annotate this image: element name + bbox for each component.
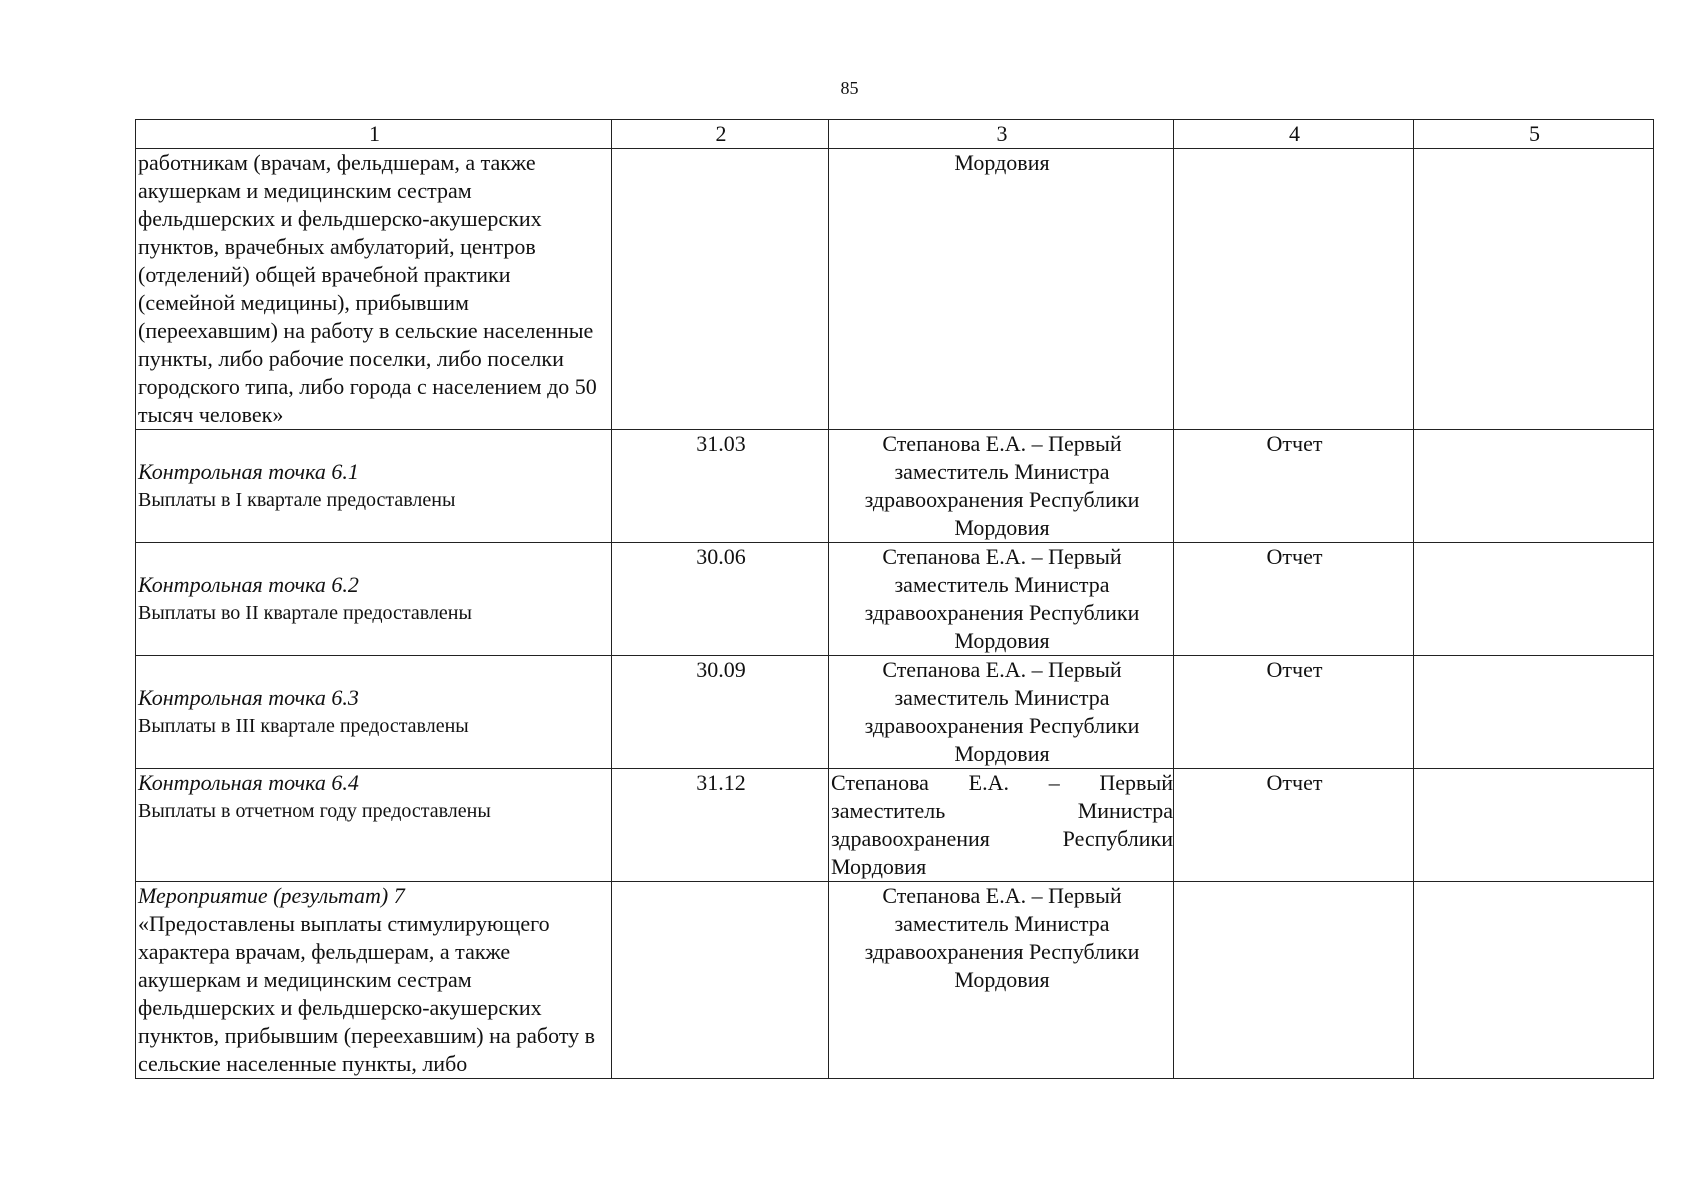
row-date (612, 149, 829, 430)
row-responsible: Степанова Е.А. – Первый заместитель Министра здравоохранения Республики Мордовия (829, 543, 1174, 656)
checkpoint-label: Контрольная точка 6.4 (138, 770, 359, 795)
page-number: 85 (840, 78, 859, 98)
checkpoint-label: Контрольная точка 6.3 (138, 685, 359, 710)
table-row (136, 769, 1654, 882)
row-extra (1414, 656, 1654, 769)
row-responsible: Степанова Е.А. – Первый заместитель Министра здравоохранения Республики Мордовия (829, 882, 1174, 1079)
checkpoint-text: Выплаты в отчетном году предоставлены (138, 800, 491, 822)
row-responsible: Степанова Е.А. – Первый заместитель Министра здравоохранения Республики Мордовия (829, 769, 1174, 882)
column-header-2: 2 (612, 120, 829, 149)
row-date: 31.03 (612, 430, 829, 543)
checkpoint-text: Выплаты в I квартале предоставлены (138, 489, 456, 511)
row-document: Отчет (1174, 656, 1414, 769)
row-date: 31.12 (612, 769, 829, 882)
checkpoint-text: Выплаты во II квартале предоставлены (138, 602, 472, 624)
row-date (612, 882, 829, 1079)
table-row (136, 656, 1654, 769)
row-extra (1414, 543, 1654, 656)
row-document: Отчет (1174, 430, 1414, 543)
row-description (136, 882, 612, 1079)
table-row (136, 543, 1654, 656)
column-header-4: 4 (1174, 120, 1414, 149)
checkpoint-label: Контрольная точка 6.2 (138, 572, 359, 597)
row-document: Отчет (1174, 543, 1414, 656)
column-header-1: 1 (136, 120, 612, 149)
table-row (136, 882, 1654, 1079)
row-document (1174, 882, 1414, 1079)
table-row (136, 149, 1654, 430)
row-extra (1414, 430, 1654, 543)
column-header-3: 3 (829, 120, 1174, 149)
row-extra (1414, 149, 1654, 430)
row-description (136, 656, 612, 769)
plan-table (135, 119, 1654, 1079)
table-header-row (136, 120, 1654, 149)
row-description (136, 769, 612, 882)
row-description (136, 543, 612, 656)
measure-label: Мероприятие (результат) 7 (138, 883, 405, 908)
row-date: 30.06 (612, 543, 829, 656)
row-extra (1414, 769, 1654, 882)
row-description: работникам (врачам, фельдшерам, а также акушеркам и медицинским сестрам фельдшерских и фельдшерско-акушерских пунктов, врачебных амбулаторий, центров (отделений) общей врачебной практики (семейной медицины), прибывшим (переехавшим) на работу в сельские населенные пункты, либо рабочие поселки, либо поселки городского типа, либо города с населением до 50 тысяч человек» (136, 149, 612, 430)
row-responsible: Мордовия (829, 149, 1174, 430)
checkpoint-text: Выплаты в III квартале предоставлены (138, 715, 469, 737)
row-document: Отчет (1174, 769, 1414, 882)
row-description (136, 430, 612, 543)
checkpoint-label: Контрольная точка 6.1 (138, 459, 359, 484)
row-document (1174, 149, 1414, 430)
table-row (136, 430, 1654, 543)
row-extra (1414, 882, 1654, 1079)
row-responsible: Степанова Е.А. – Первый заместитель Министра здравоохранения Республики Мордовия (829, 430, 1174, 543)
row-date: 30.09 (612, 656, 829, 769)
measure-text: «Предоставлены выплаты стимулирующего характера врачам, фельдшерам, а также акушеркам и медицинским сестрам фельдшерских и фельдшерско-акушерских пунктов, прибывшим (переехавшим) на работу в сельские населенные пункты, либо (138, 911, 596, 1076)
column-header-5: 5 (1414, 120, 1654, 149)
row-responsible: Степанова Е.А. – Первый заместитель Министра здравоохранения Республики Мордовия (829, 656, 1174, 769)
